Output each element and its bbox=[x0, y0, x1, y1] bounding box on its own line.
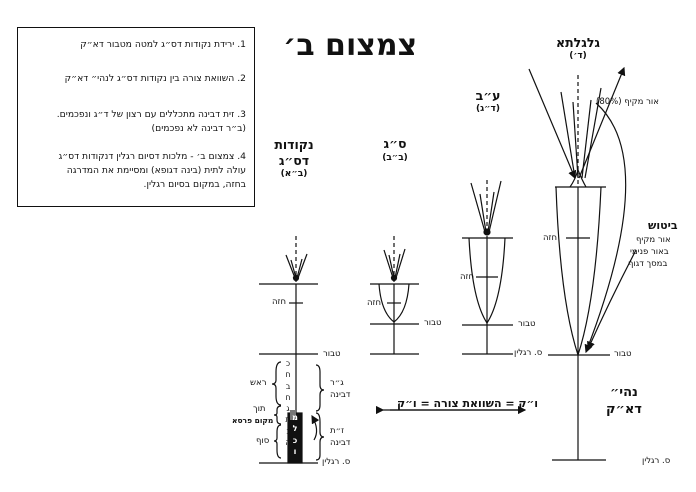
nekudot-title-2: דס״ג bbox=[278, 153, 310, 168]
legend-item-3b: (ב״ר דבינה לא נפכמים) bbox=[151, 123, 246, 134]
sefira-letter: ה bbox=[285, 438, 291, 448]
toch-label: תוך bbox=[253, 404, 266, 414]
sefira-letter: ג bbox=[286, 404, 290, 414]
galgalta-level: (ד׳) bbox=[569, 51, 587, 61]
ab-title: ע״ב bbox=[475, 88, 501, 103]
legend-item-4: 4. צמצום ב׳ - מלכות דסיום רגלין דנקודות דס״ג bbox=[58, 151, 246, 162]
gar-dbina-2: דבינה bbox=[330, 390, 351, 400]
legend-item-4b: עולה לתית (בינה דגופא) ומסיימת את המדרגה bbox=[66, 165, 246, 176]
sag-structure bbox=[370, 236, 419, 354]
ab-tabur: טבור bbox=[518, 319, 536, 329]
sefira-letter: י bbox=[287, 449, 289, 459]
nekudot-chaze: חזה bbox=[272, 297, 287, 307]
legend-item-3: 3. זית דבינה מתכללים עם רצון של ד״ג ונפכמים. bbox=[56, 109, 246, 120]
dak-label: דא״ק bbox=[606, 402, 642, 417]
malchut-letters bbox=[290, 412, 300, 457]
sag-title: ס״ג bbox=[383, 136, 407, 151]
sag-tabur: טבור bbox=[424, 318, 442, 328]
legend-item-4c: בחזה, במקום בסיום רגלין. bbox=[143, 179, 246, 190]
sof-label: סוף bbox=[256, 436, 270, 446]
ohr-makif-label: אור מקיף (80%) bbox=[596, 97, 659, 107]
bitush-desc-2: באור פנימי bbox=[630, 247, 669, 257]
malchut-letter: כ bbox=[292, 435, 298, 445]
nekudot-tabur: טבור bbox=[323, 349, 341, 359]
galgalta-title: גלגלתא bbox=[556, 35, 600, 50]
nekudot-level: (ב״א) bbox=[280, 169, 308, 179]
sefira-letter: ח bbox=[285, 370, 291, 380]
legend-item-1: 1. ירידת נקודות דס״ג למטה מטבור דא״ק bbox=[80, 39, 246, 50]
zat-dbina-2: דבינה bbox=[330, 438, 351, 448]
nekudot-title: נקודות bbox=[274, 137, 314, 152]
galgalta-chaze: חזה bbox=[543, 233, 558, 243]
bitush-label: ביטוש bbox=[648, 219, 678, 232]
ab-chaze: חזה bbox=[460, 272, 475, 282]
malchut-letter: מ bbox=[292, 413, 298, 422]
nehi-label: נהי״ bbox=[610, 385, 638, 400]
sag-chaze: חזה bbox=[367, 298, 382, 308]
equivalence-label: ו״ק = השוואת צורה = ו״ק bbox=[397, 397, 539, 410]
malchut-letter: ל bbox=[292, 424, 298, 434]
legend-item-2: 2. השוואת צורה בין נקודות דס״ג לנהי״ דא״ק bbox=[64, 73, 246, 84]
mekom-parsa-label: מקום פרסא bbox=[232, 416, 274, 425]
rosh-label: ראש bbox=[250, 378, 267, 388]
zat-dbina-1: ז״ת bbox=[330, 426, 345, 436]
gar-dbina-1: ג״ר bbox=[330, 378, 344, 388]
sefira-letter: ת bbox=[285, 415, 291, 425]
ab-structure bbox=[462, 180, 513, 354]
sefira-letter: ב bbox=[285, 381, 291, 391]
bitush-desc-1: אור מקיף bbox=[636, 235, 671, 245]
malchut-letter: ו bbox=[293, 446, 297, 456]
sefira-letter: נ bbox=[286, 426, 290, 436]
galgalta-sium-raglin: ס. רגלין bbox=[642, 456, 671, 466]
ab-level: (ד״ג) bbox=[476, 104, 500, 114]
ab-sium-raglin: ס. רגלין bbox=[514, 348, 543, 358]
galgalta-tabur: טבור bbox=[614, 349, 632, 359]
sefira-letter: כ bbox=[285, 359, 291, 368]
sefira-letter: ח bbox=[285, 392, 291, 402]
nekudot-sium-raglin: ס. רגלין bbox=[322, 457, 351, 467]
bitush-desc-3: במסך דגוף bbox=[628, 259, 668, 269]
sag-level: (ב״ב) bbox=[382, 153, 408, 163]
page-title: צמצום ב׳ bbox=[283, 28, 418, 63]
